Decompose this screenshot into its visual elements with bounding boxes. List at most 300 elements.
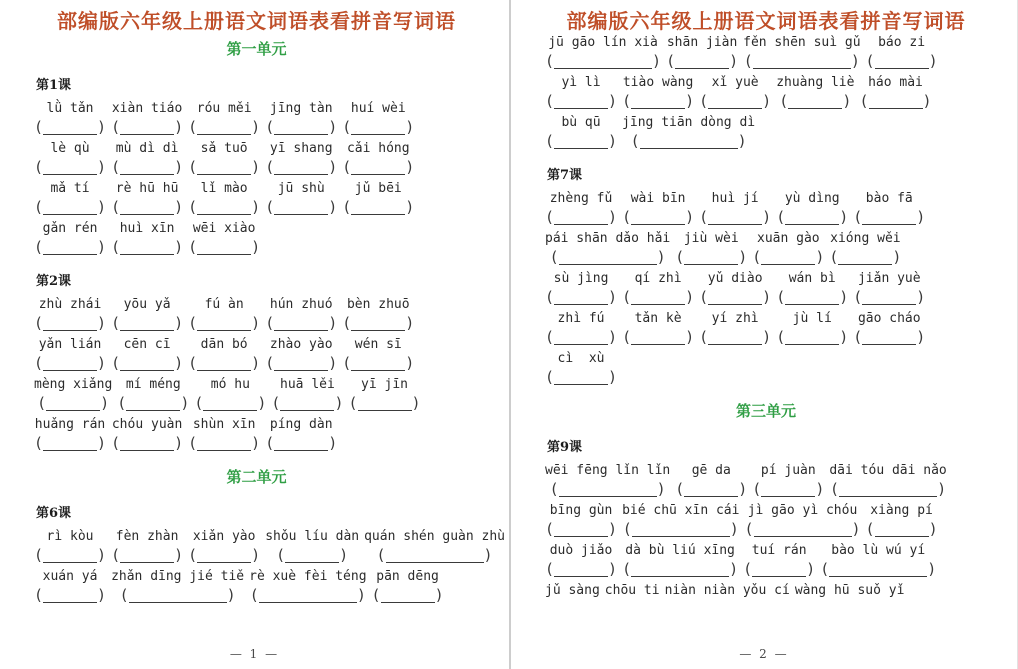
word-item	[795, 582, 905, 600]
paren-close-glyph: )	[100, 394, 110, 412]
pinyin-text: mí méng	[125, 377, 181, 392]
answer-blank	[34, 434, 106, 451]
word-item	[622, 114, 755, 149]
pinyin-text: dān bó	[200, 337, 248, 352]
pinyin-text: yù dìng	[784, 191, 840, 206]
paren-close-glyph: )	[174, 546, 184, 564]
answer-blank	[265, 354, 337, 371]
pinyin-text: yī shang	[269, 141, 333, 156]
word-item	[743, 542, 815, 577]
pinyin-text: lè qù	[50, 141, 90, 156]
answer-blank	[342, 118, 414, 135]
paren-close-glyph: )	[927, 560, 937, 578]
answer-blank	[853, 328, 925, 345]
paren-open-glyph: (	[853, 288, 863, 306]
pinyin-text: bīng gùn	[549, 503, 613, 518]
paren-open-glyph: (	[830, 480, 840, 498]
pinyin-text: tǎn kè	[634, 311, 682, 326]
word-item	[342, 296, 414, 331]
word-item	[820, 542, 936, 577]
word-item	[545, 310, 617, 345]
paren-close-glyph: )	[685, 208, 695, 226]
paren-open-glyph: (	[853, 208, 863, 226]
blank-write-line	[785, 292, 839, 305]
pinyin-text: gǎn rén	[42, 221, 98, 236]
blank-write-line	[197, 122, 251, 135]
pinyin-text: huì jí	[711, 191, 759, 206]
paren-open-glyph: (	[117, 394, 127, 412]
paren-open-glyph: (	[34, 434, 44, 452]
pinyin-text: sǎ tuō	[200, 141, 248, 156]
word-item	[829, 462, 946, 497]
paren-open-glyph: (	[111, 354, 121, 372]
blank-write-line	[631, 212, 685, 225]
answer-blank	[188, 238, 260, 255]
paren-close-glyph: )	[762, 288, 772, 306]
blank-write-line	[285, 550, 339, 563]
answer-blank	[111, 158, 183, 175]
paren-close-glyph: )	[411, 394, 421, 412]
paren-open-glyph: (	[865, 520, 875, 538]
blank-write-line	[120, 318, 174, 331]
paren-open-glyph: (	[545, 560, 555, 578]
pinyin-text: mǎ tí	[50, 181, 90, 196]
paren-close-glyph: )	[174, 198, 184, 216]
pinyin-text: jū shù	[277, 181, 325, 196]
pinyin-text: shān jiàn	[666, 35, 738, 50]
word-item	[622, 74, 694, 109]
paren-open-glyph: (	[111, 158, 121, 176]
word-row	[545, 582, 991, 600]
answer-blank	[342, 314, 414, 331]
blank-write-line	[752, 564, 806, 577]
blank-write-line	[554, 292, 608, 305]
paren-open-glyph: (	[34, 158, 44, 176]
word-item	[265, 140, 337, 175]
paren-open-glyph: (	[34, 238, 44, 256]
answer-blank	[342, 158, 414, 175]
answer-blank	[271, 394, 343, 411]
pinyin-text: mó hu	[210, 377, 250, 392]
pinyin-text: pān dēng	[376, 569, 439, 584]
blank-write-line	[708, 292, 762, 305]
blank-write-line	[129, 590, 227, 603]
paren-close-glyph: )	[328, 354, 338, 372]
answer-blank	[372, 586, 444, 603]
blank-write-line	[838, 252, 892, 265]
word-item	[545, 34, 661, 69]
word-row	[545, 310, 991, 345]
word-item	[265, 296, 337, 331]
pinyin-text: xiàng pí	[870, 503, 933, 518]
paren-open-glyph: (	[34, 118, 44, 136]
paren-open-glyph: (	[342, 354, 352, 372]
answer-blank	[188, 118, 260, 135]
paren-open-glyph: (	[779, 92, 789, 110]
word-item	[699, 190, 771, 225]
blank-write-line	[43, 550, 97, 563]
pinyin-text: tiào wàng	[622, 75, 694, 90]
paren-open-glyph: (	[545, 132, 555, 150]
pinyin-text: lǜ tǎn	[46, 101, 94, 116]
word-item	[545, 350, 617, 385]
answer-blank	[188, 546, 260, 563]
pinyin-text: zhì fú	[557, 311, 605, 326]
word-item	[622, 310, 694, 345]
word-item	[342, 100, 414, 135]
answer-blank	[699, 288, 771, 305]
word-row	[545, 502, 991, 537]
word-item	[545, 230, 670, 265]
paren-open-glyph: (	[743, 52, 753, 70]
pinyin-text: báo zi	[878, 35, 926, 50]
blank-write-line	[761, 484, 815, 497]
answer-blank	[622, 288, 694, 305]
blank-write-line	[43, 242, 97, 255]
paren-open-glyph: (	[675, 248, 685, 266]
paren-open-glyph: (	[549, 480, 559, 498]
blank-write-line	[381, 590, 435, 603]
blank-write-line	[120, 162, 174, 175]
paren-close-glyph: )	[737, 132, 747, 150]
blank-write-line	[554, 524, 608, 537]
word-row	[545, 74, 991, 109]
paren-open-glyph: (	[622, 328, 632, 346]
word-item	[265, 100, 337, 135]
answer-blank	[34, 238, 106, 255]
paren-close-glyph: )	[328, 158, 338, 176]
paren-close-glyph: )	[738, 248, 748, 266]
pinyin-text: gāo cháo	[857, 311, 921, 326]
answer-blank	[623, 520, 739, 537]
paren-open-glyph: (	[265, 354, 275, 372]
paren-open-glyph: (	[34, 354, 44, 372]
pinyin-text: yǔ diào	[707, 271, 763, 286]
paren-close-glyph: )	[608, 132, 618, 150]
paren-close-glyph: )	[656, 480, 666, 498]
blank-write-line	[839, 484, 937, 497]
paren-open-glyph: (	[265, 118, 275, 136]
paren-open-glyph: (	[188, 354, 198, 372]
blank-write-line	[554, 212, 608, 225]
blank-write-line	[120, 202, 174, 215]
blank-write-line	[386, 550, 484, 563]
blank-write-line	[274, 318, 328, 331]
blank-write-line	[753, 56, 851, 69]
answer-blank	[276, 546, 348, 563]
paren-close-glyph: )	[916, 208, 926, 226]
pinyin-text: yōu yǎ	[123, 297, 171, 312]
answer-blank	[34, 354, 106, 371]
paren-open-glyph: (	[376, 546, 386, 564]
paren-open-glyph: (	[744, 520, 754, 538]
blank-write-line	[259, 590, 357, 603]
answer-blank	[545, 560, 617, 577]
paren-close-glyph: )	[922, 92, 932, 110]
pinyin-text: shùn xīn	[192, 417, 256, 432]
pinyin-text: zhù zhái	[38, 297, 102, 312]
word-item	[675, 462, 747, 497]
pinyin-text: zhuàng liè	[776, 75, 855, 90]
word-item	[34, 416, 106, 451]
blank-write-line	[351, 318, 405, 331]
blank-write-line	[274, 202, 328, 215]
word-item	[776, 190, 848, 225]
word-item	[342, 180, 414, 215]
word-row	[34, 220, 483, 255]
paren-close-glyph: )	[928, 520, 938, 538]
paren-open-glyph: (	[342, 314, 352, 332]
paren-close-glyph: )	[174, 314, 184, 332]
word-item	[342, 140, 414, 175]
pinyin-text: xiǎn yào	[192, 529, 256, 544]
word-row	[34, 336, 483, 371]
paren-open-glyph: (	[111, 314, 121, 332]
pinyin-text: jiù wèi	[683, 231, 739, 246]
word-item	[853, 270, 925, 305]
word-item	[699, 270, 771, 305]
paren-close-glyph: )	[937, 480, 947, 498]
word-item	[605, 582, 660, 600]
pinyin-text: huì xīn	[119, 221, 175, 236]
paren-close-glyph: )	[174, 158, 184, 176]
word-row	[34, 568, 483, 603]
blank-write-line	[554, 332, 608, 345]
blank-write-line	[46, 398, 100, 411]
word-item	[622, 270, 694, 305]
paren-open-glyph: (	[776, 328, 786, 346]
paren-open-glyph: (	[111, 238, 121, 256]
paren-open-glyph: (	[348, 394, 358, 412]
pinyin-text: huǎng rán	[34, 417, 106, 432]
blank-write-line	[43, 438, 97, 451]
paren-open-glyph: (	[34, 198, 44, 216]
pinyin-text: xǐ yuè	[711, 75, 759, 90]
pinyin-text: bào lù wú yí	[831, 543, 926, 558]
paren-open-glyph: (	[265, 434, 275, 452]
word-item	[675, 230, 747, 265]
word-item	[545, 270, 617, 305]
pinyin-text: chóu yuàn	[111, 417, 183, 432]
paren-close-glyph: )	[174, 434, 184, 452]
paren-open-glyph: (	[188, 546, 198, 564]
word-item	[188, 416, 260, 451]
paren-close-glyph: )	[850, 52, 860, 70]
paren-open-glyph: (	[371, 586, 381, 604]
paren-open-glyph: (	[622, 92, 632, 110]
paren-close-glyph: )	[174, 238, 184, 256]
pinyin-text: quán shén guàn zhù	[364, 529, 505, 544]
paren-close-glyph: )	[729, 560, 739, 578]
paren-open-glyph: (	[194, 394, 204, 412]
blank-write-line	[875, 524, 929, 537]
word-item	[776, 270, 848, 305]
paren-close-glyph: )	[97, 118, 107, 136]
answer-blank	[622, 92, 694, 109]
blank-write-line	[126, 398, 180, 411]
answer-blank	[545, 132, 617, 149]
pinyin-text: jiǎn yuè	[857, 271, 921, 286]
paren-close-glyph: )	[851, 520, 861, 538]
blank-write-line	[554, 56, 652, 69]
blank-write-line	[862, 212, 916, 225]
word-item	[265, 416, 337, 451]
paren-close-glyph: )	[339, 546, 349, 564]
pinyin-text: shǒu líu dàn	[265, 529, 360, 544]
blank-write-line	[358, 398, 412, 411]
paren-open-glyph: (	[630, 132, 640, 150]
paren-open-glyph: (	[188, 158, 198, 176]
lesson-label: 第2课	[36, 274, 72, 289]
paren-close-glyph: )	[685, 92, 695, 110]
paren-open-glyph: (	[622, 560, 632, 578]
answer-blank	[111, 546, 183, 563]
word-item	[111, 528, 183, 563]
pinyin-text: bié chū xīn cái	[622, 503, 740, 518]
paren-open-glyph: (	[545, 52, 555, 70]
answer-blank	[853, 288, 925, 305]
answer-blank	[744, 52, 860, 69]
paren-close-glyph: )	[839, 288, 849, 306]
word-item	[34, 140, 106, 175]
paren-open-glyph: (	[545, 92, 555, 110]
paren-close-glyph: )	[916, 288, 926, 306]
answer-blank	[776, 208, 848, 225]
pinyin-text: zhǎn dīng jié tiě	[111, 569, 245, 584]
answer-blank	[34, 586, 106, 603]
pinyin-text: wán bì	[788, 271, 836, 286]
word-item	[829, 230, 901, 265]
blank-write-line	[761, 252, 815, 265]
paren-close-glyph: )	[405, 354, 415, 372]
blank-write-line	[869, 96, 923, 109]
blank-write-line	[554, 372, 608, 385]
pinyin-text: yī jīn	[361, 377, 408, 392]
answer-blank	[631, 132, 747, 149]
paren-open-glyph: (	[34, 586, 44, 604]
paren-close-glyph: )	[608, 368, 618, 386]
blank-write-line	[351, 358, 405, 371]
paren-close-glyph: )	[483, 546, 493, 564]
word-item	[699, 74, 771, 109]
paren-open-glyph: (	[265, 198, 275, 216]
answer-blank	[866, 52, 938, 69]
word-item	[853, 310, 925, 345]
pinyin-text: niàn niàn yǒu cí	[664, 583, 790, 598]
pinyin-text: huí wèi	[350, 101, 406, 116]
paren-close-glyph: )	[685, 288, 695, 306]
word-item	[545, 114, 617, 149]
answer-blank	[675, 480, 747, 497]
pinyin-text: jīng tiān dòng dì	[622, 115, 756, 130]
blank-write-line	[351, 162, 405, 175]
paren-open-glyph: (	[276, 546, 286, 564]
pinyin-text: wài bīn	[630, 191, 686, 206]
pinyin-text: mèng xiǎng	[34, 377, 113, 392]
pinyin-text: rì kòu	[46, 529, 94, 544]
blank-write-line	[554, 136, 608, 149]
paren-open-glyph: (	[545, 208, 555, 226]
word-item	[34, 528, 106, 563]
word-item	[348, 376, 420, 411]
word-item	[752, 230, 824, 265]
answer-blank	[34, 314, 106, 331]
word-item	[111, 140, 183, 175]
blank-write-line	[785, 212, 839, 225]
paren-close-glyph: )	[328, 314, 338, 332]
paren-open-glyph: (	[34, 314, 44, 332]
word-row	[545, 462, 991, 497]
paren-close-glyph: )	[97, 546, 107, 564]
answer-blank	[265, 434, 337, 451]
paren-open-glyph: (	[752, 248, 762, 266]
answer-blank	[34, 158, 106, 175]
paren-close-glyph: )	[257, 394, 267, 412]
answer-blank	[111, 198, 183, 215]
paren-close-glyph: )	[608, 288, 618, 306]
blank-write-line	[351, 122, 405, 135]
pinyin-text: wēi fēng lǐn lǐn	[545, 463, 671, 478]
pinyin-text: zhèng fǔ	[549, 191, 613, 206]
paren-open-glyph: (	[549, 248, 559, 266]
paren-close-glyph: )	[608, 520, 618, 538]
blank-write-line	[197, 438, 251, 451]
word-item	[271, 376, 343, 411]
paren-open-glyph: (	[622, 208, 632, 226]
pinyin-text: qí zhì	[634, 271, 682, 286]
answer-blank	[853, 208, 925, 225]
paren-close-glyph: )	[656, 248, 666, 266]
word-row	[545, 350, 991, 385]
answer-blank	[188, 314, 260, 331]
paren-open-glyph: (	[865, 52, 875, 70]
blank-write-line	[197, 162, 251, 175]
word-item	[545, 582, 600, 600]
answer-blank	[111, 314, 183, 331]
word-row	[34, 140, 483, 175]
pinyin-text: cì xù	[557, 351, 605, 366]
pinyin-text: jì gāo yì chóu	[747, 503, 858, 518]
word-row	[545, 542, 991, 577]
blank-write-line	[197, 358, 251, 371]
lesson-label: 第9课	[547, 440, 583, 455]
pinyin-text: bào fā	[865, 191, 913, 206]
lesson-label: 第6课	[36, 506, 72, 521]
paren-close-glyph: )	[806, 560, 816, 578]
word-item	[34, 180, 106, 215]
answer-blank	[866, 520, 938, 537]
answer-blank	[111, 434, 183, 451]
pinyin-text: dāi tóu dāi nǎo	[829, 463, 947, 478]
pinyin-text: yì lì	[561, 75, 601, 90]
word-item	[34, 568, 106, 603]
pinyin-text: cǎi hóng	[346, 141, 410, 156]
answer-blank	[830, 480, 946, 497]
word-item	[545, 542, 617, 577]
paren-close-glyph: )	[356, 586, 366, 604]
word-item	[34, 336, 106, 371]
word-item	[776, 74, 854, 109]
answer-blank	[265, 314, 337, 331]
word-item	[111, 180, 183, 215]
paren-open-glyph: (	[111, 198, 121, 216]
paren-close-glyph: )	[334, 394, 344, 412]
word-row	[545, 114, 991, 149]
pinyin-text: rè hū hū	[115, 181, 179, 196]
answer-blank	[117, 394, 189, 411]
word-item	[859, 74, 931, 109]
answer-blank	[265, 118, 337, 135]
